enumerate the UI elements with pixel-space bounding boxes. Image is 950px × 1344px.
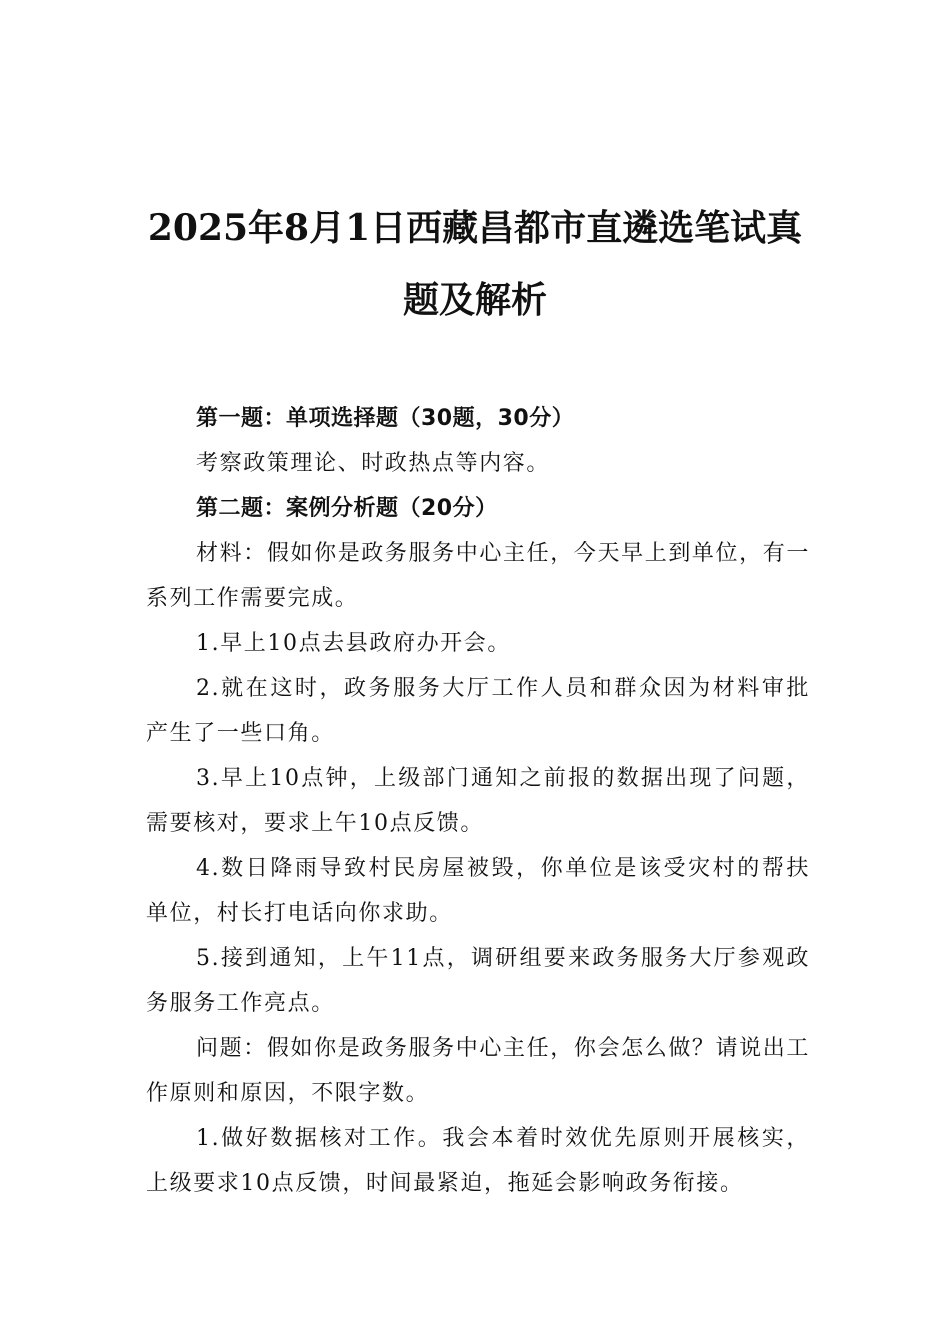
paragraph: 问题：假如你是政务服务中心主任，你会怎么做？请说出工作原则和原因，不限字数。: [146, 1036, 810, 1106]
section-heading-2: 第二题：案例分析题（20分）: [196, 496, 498, 521]
title-line-2: 题及解析: [402, 279, 547, 321]
document-body: [146, 396, 810, 1206]
title-line-1: 2025年8月1日西藏昌都市直遴选笔试真: [147, 207, 803, 249]
document-title: [140, 192, 810, 336]
list-item: 1.早上10点去县政府办开会。: [196, 631, 511, 656]
list-item: 2.就在这时，政务服务大厅工作人员和群众因为材料审批产生了一些口角。: [146, 676, 810, 746]
list-item: 1.做好数据核对工作。我会本着时效优先原则开展核实，上级要求10点反馈，时间最紧迫，拖延会影响政务衔接。: [146, 1126, 810, 1196]
list-item: 5.接到通知，上午11点，调研组要来政务服务大厅参观政务服务工作亮点。: [146, 946, 810, 1016]
section-heading-1: 第一题：单项选择题（30题，30分）: [196, 406, 575, 431]
paragraph: 考察政策理论、时政热点等内容。: [196, 451, 551, 476]
list-item: 4.数日降雨导致村民房屋被毁，你单位是该受灾村的帮扶单位，村长打电话向你求助。: [146, 856, 810, 926]
list-item: 3.早上10点钟，上级部门通知之前报的数据出现了问题，需要核对，要求上午10点反馈。: [146, 766, 810, 836]
paragraph: 材料：假如你是政务服务中心主任，今天早上到单位，有一系列工作需要完成。: [146, 541, 810, 611]
